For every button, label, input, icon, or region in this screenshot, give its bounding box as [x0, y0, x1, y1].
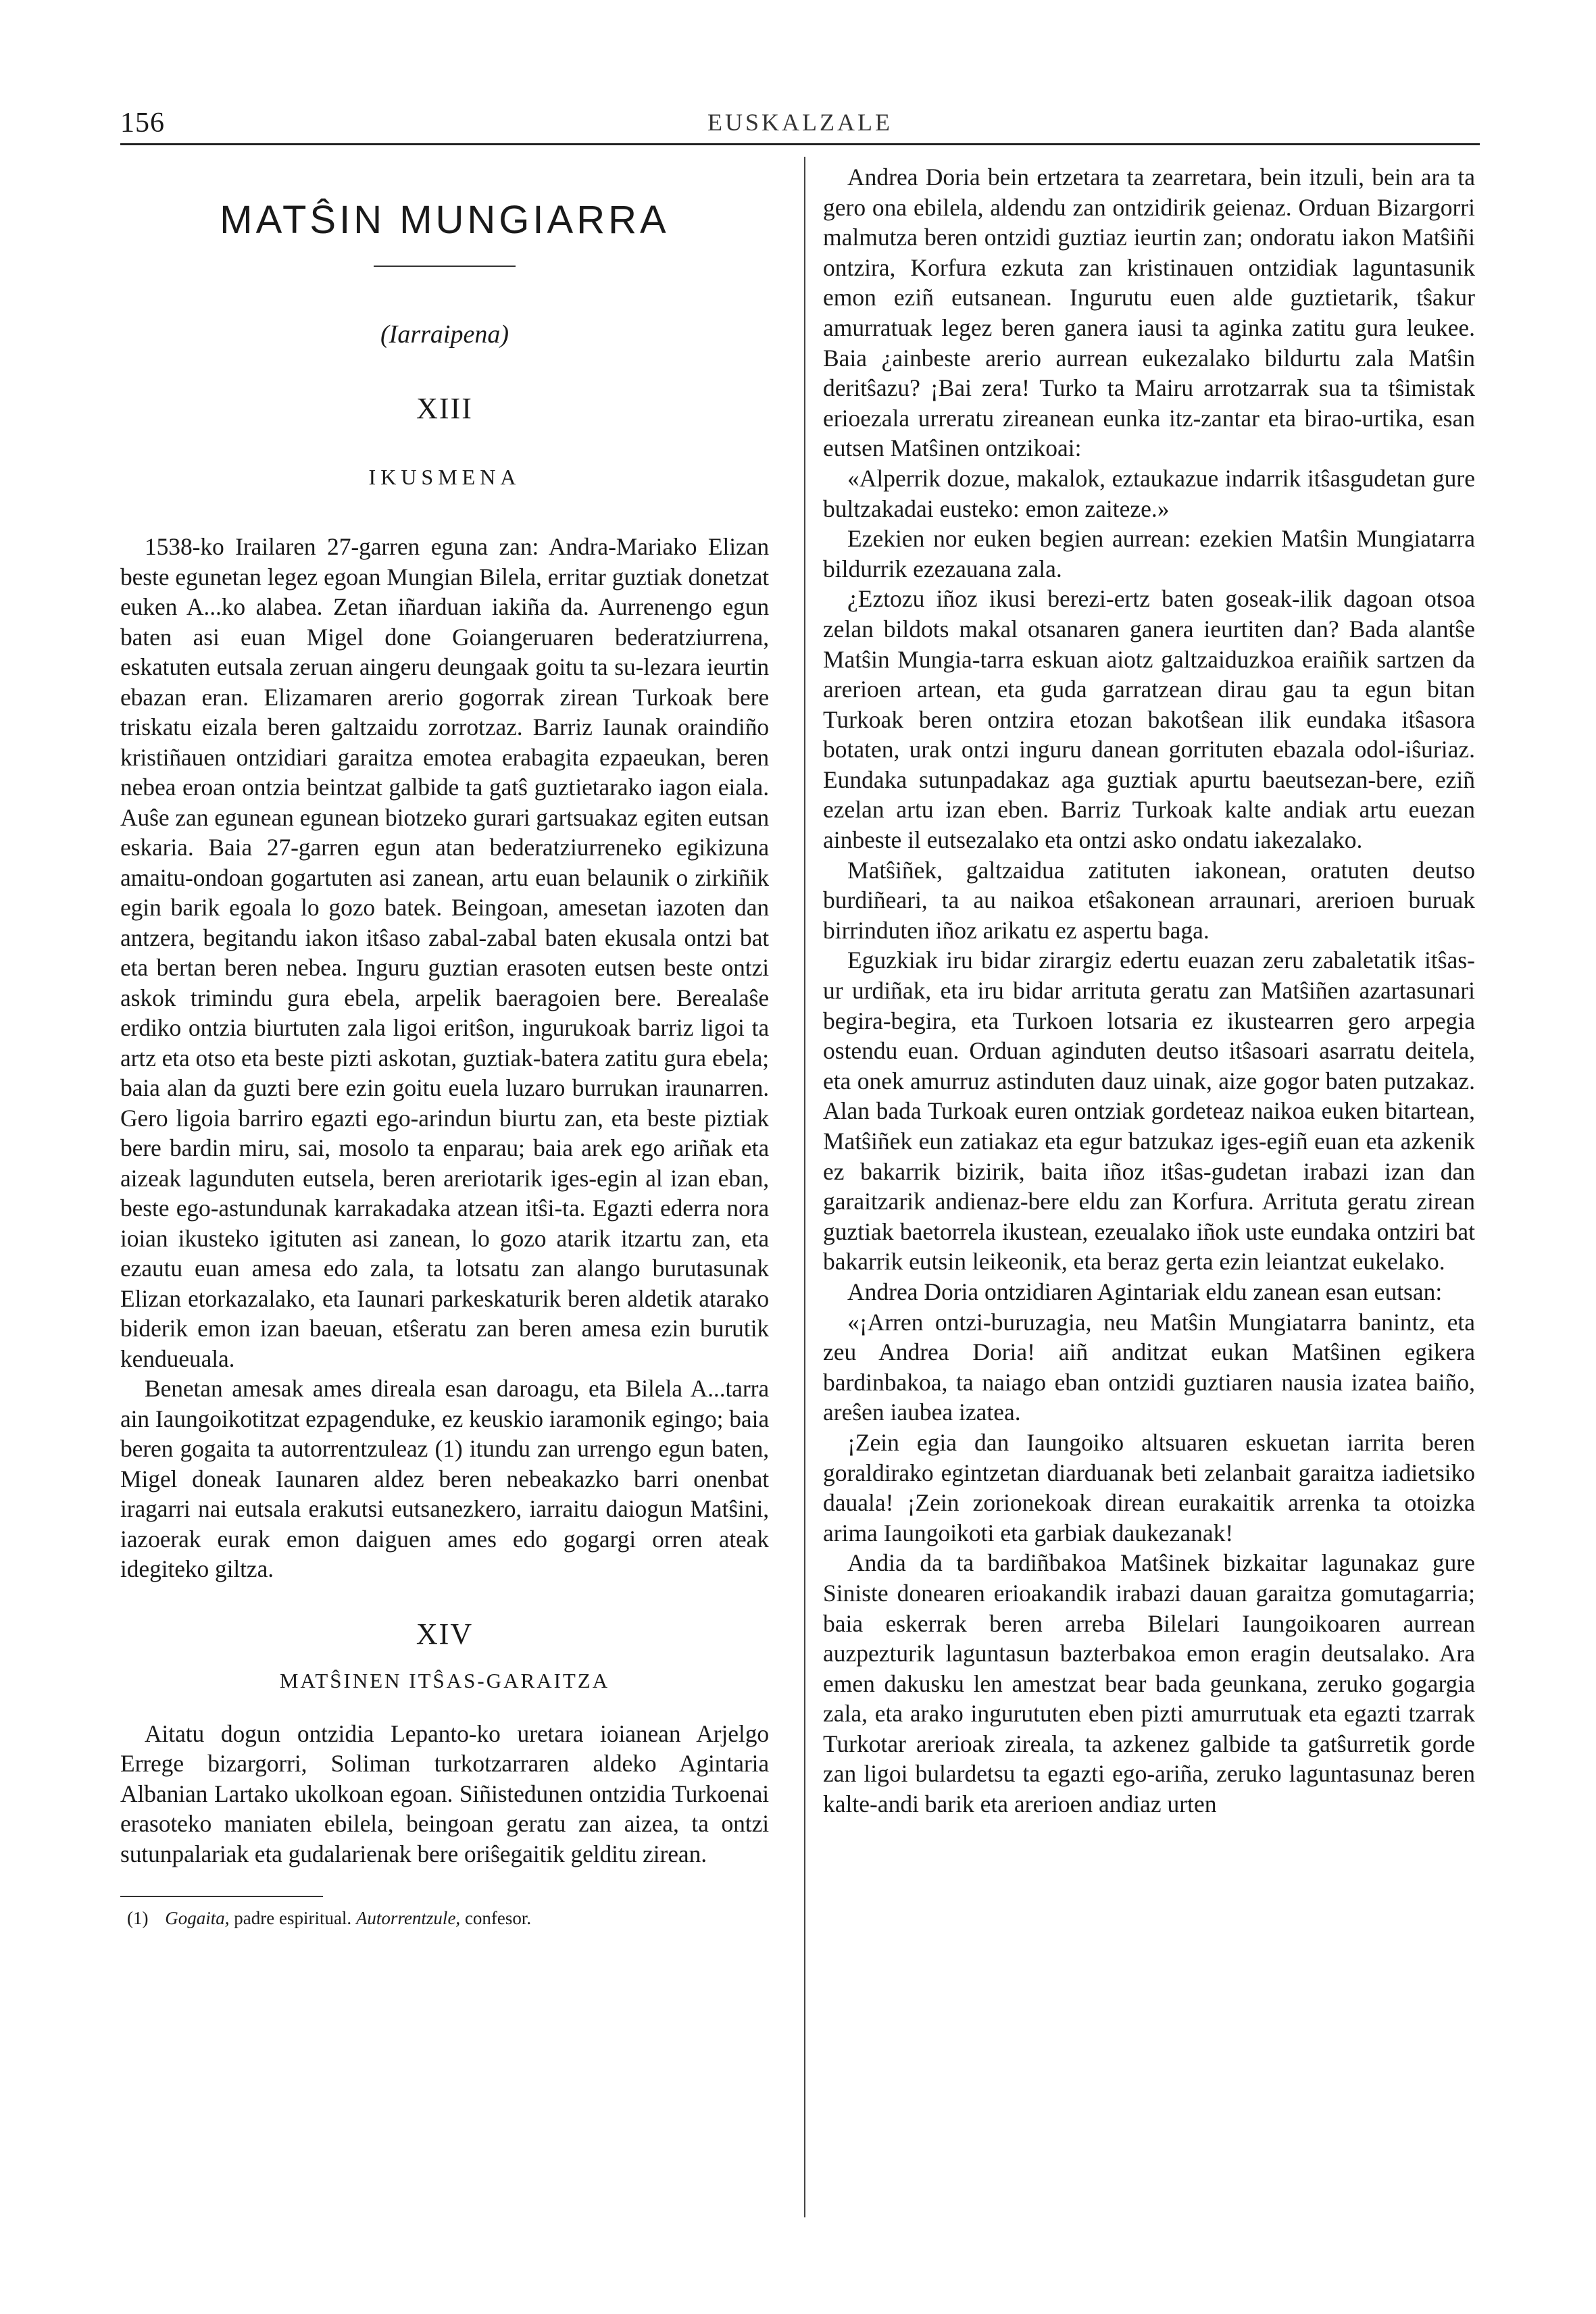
chapter-subtitle: (Iarraipena)	[380, 320, 509, 349]
paragraph: «Alperrik dozue, makalok, eztaukazue indarrik itŝasgudetan gure bultzakadai eusteko: emon zaiteze.»	[823, 464, 1475, 522]
title-rule	[374, 266, 516, 267]
footnote-term-2: Autorrentzule,	[355, 1908, 461, 1928]
section-xiv-title: MATŜINEN ITŜAS-GARAITZA	[279, 1668, 610, 1692]
footnote-marker: (1)	[127, 1908, 149, 1928]
paragraph: Matŝiñek, galtzaidua zatituten iakonean, oratuten deutso burdiñeari, ta au naikoa etŝakonean arraunari, arerioen buruak birrinduten iñoz arikatu ez aspertu baga.	[823, 856, 1475, 944]
paragraph: ¿Eztozu iñoz ikusi berezi-ertz baten goseak-ilik dagoan otsoa zelan bildots makal otsanaren ganera ieurtiten dan? Bada alantŝe Matŝin Mungia-tarra eskuan aiotz galtzaiduzkoa eraiñik sartzen da arerioen artean, eta guda garratzean dirau gau ta egun bitan Turkoak beren ontzira etozan bakotŝean ilik eundaka itŝasora botaten, urak ontzi inguru danean gorrituten ebazala odol-iŝuriaz. Eundaka sutunpadakaz aga guztiak apurtu baeutsezan-bere, eziñ ezelan artu izan eben. Barriz Turkoak kalte andiak artu euezan ainbeste il eutsezalako eta ontzi asko ondatu iakezalako.	[823, 585, 1475, 854]
page-header	[120, 101, 1480, 145]
paragraph: ¡Zein egia dan Iaungoiko altsuaren eskuetan iarrita beren goraldirako egintzetan diarduanak beti zelanbait garaitza iadietsiko dauala! ¡Zein zorionekoak direan eurakaitik arrenka ta otoizka arima Iaungoikoti eta garbiak daukezanak!	[823, 1428, 1475, 1546]
paragraph: «¡Arren ontzi-buruzagia, neu Matŝin Mungiatarra banintz, eta zeu Andrea Doria! aiñ anditzat eukan Matŝinen egikera bardinbakoa, ta naiago eban ontzidi guztiaren nausia izatea baiño, areŝen iaubea izatea.	[823, 1308, 1475, 1426]
section-xiii-number: XIII	[416, 392, 473, 425]
paragraph: Aitatu dogun ontzidia Lepanto-ko uretara ioianean Arjelgo Errege bizargorri, Soliman turkotzarraren aldeko Agintaria Albanian Lartako ukolkoan egoan. Siñistedunen ontzidia Turkoenai erasoteko maniaten ebilela, beingoan geratu zan aizea, ta ontzi sutunpalariak eta gudalarienak bere oriŝegaitik gelditu zirean.	[120, 1719, 769, 1867]
paragraph: 1538-ko Irailaren 27-garren eguna zan: Andra-Mariako Elizan beste egunetan legez egoan Mungian Bilela, erritar guztiak donetzat euken A...ko alabea. Zetan iñarduan iakiña da. Aurrenengo egun baten asi euan Migel done Goiangeruaren bederatziurrena, eskatuten eutsala zeruan aingeru deungaak goitu ta su-lezara ieurtin ebazan eran. Elizamaren arerio gogorrak zirean Turkoak bere triskatu eizala beren galtzaidu zorrotzaz. Barriz Iaunak oraindiño kristiñauen ontzidiari garaitza emotea erabagita ezpaeukan, beren nebea eroan ontzia beintzat galbide ta gatŝ guztietarako iagon eiala. Auŝe zan egunean egunean biotzeko gurari gartsuakaz egiten eutsan eskaria. Baia 27-garren egun atan bederatziurreneko egikizuna amaitu-ondoan gogartuten asi zanean, artu euan belaunik o zirkiñik egin barik egoala lo gozo batek. Beingoan, amesetan iazoten dan antzera, begitandu iakon itŝaso zabal-zabal baten ekusala ontzi bat eta bertan beren nebea. Inguru guztian erasoten eutsen beste ontzi askok trimindu gura ebela, arpelik baeragoien bere. Berealaŝe erdiko ontzia biurtuten zala ligoi eritŝon, ingurukoak barriz ligoi ta artz eta otso eta beste pizti askotan, guztiak-batera zatitu gura ebela; baia alan da guzti bere ezin goitu euela luzaro burrukan iraunarren. Gero ligoia barriro egazti ego-arindun biurtu zan, eta beste piztiak bere bardin miru, sai, mosolo ta enparau; baia arek ego ariñak eta aizeak lagunduten eutsela, beren areriotarik iges-egin al izan eban, beste ego-astundunak karrakadaka atzean itŝi-ta. Egazti ederra nora ioian ikusteko igituten asi zanean, lo gozo atarik itzartu zan, eta ezautu euan amesa edo zala, ta lotsatu zan alango burutasunak Elizan etorkazalako, eta Iaunari parkeskaturik beren aldetik atarako biderik emon izan baeuan, etŝeratu zan beren amesa ezin burutik kendueuala.	[120, 533, 769, 1372]
page-number: 156	[120, 107, 165, 139]
section-xiv-body	[120, 1719, 769, 1869]
paragraph: Andrea Doria ontzidiaren Agintariak eldu zanean esan eutsan:	[847, 1278, 1443, 1305]
left-column	[120, 162, 769, 2213]
footnote	[120, 1907, 769, 1930]
paragraph: Andrea Doria bein ertzetara ta zearretara, bein itzuli, bein ara ta gero ona ebilela, aldendu zan ontzidirik geienaz. Orduan Bizargorri malmutza beren ontzidi guztiaz ieurtin zan; ondoratu iakon Matŝiñi ontzira, Korfura ezkuta zan kristinauen ontzidiak laguntasunik emon eziñ eutsanean. Ingurutu euen alde guztietarik, tŝakur amurratuak legez beren ganera iausi ta aginka zatitu gura leukee. Baia ¿ainbeste arerio aurrean eukezalako bildurtu zala Matŝin deritŝazu? ¡Bai zera! Turko ta Mairu arrotzarrak sua ta tŝimistak erioezala urreratu zireanean eunka itz-zantar eta birao-urtika, esan eutsen Matŝinen ontzikoai:	[823, 164, 1475, 462]
footnote-term: Gogaita,	[165, 1908, 230, 1928]
footnote-rule	[120, 1896, 323, 1897]
right-column	[823, 162, 1475, 2213]
paragraph: Ezekien nor euken begien aurrean: ezekien Matŝin Mungiatarra bildurrik ezezauana zala.	[823, 525, 1475, 582]
paragraph: Benetan amesak ames direala esan daroagu, eta Bilela A...tarra ain Iaungoikotitzat ezpagenduke, ez keuskio iaramonik egingo; baia beren gogaita ta autorrentzuleaz (1) itundu zan urrengo egun baten, Migel doneak Iaunaren aldez beren nebeakazko barri onenbat iragarri nai eutsala erakutsi eutsanezkero, iarraitu daiogun Matŝini, iazoerak eurak emon daiguen ames edo gogargi orren ateak idegiteko giltza.	[120, 1375, 769, 1582]
paragraph: Eguzkiak iru bidar zirargiz edertu euazan zeru zabaletatik itŝas-ur urdiñak, eta iru bidar arrituta geratu zan Matŝiñen azartasunari begira-begira, eta Turkoen lotsaria ez ikustearren gero arpegia ostendu euan. Orduan aginduten deutso itŝasoari asarratu deitela, eta onek amurruz astinduten dauz uinak, aize gogor baten putzakaz. Alan bada Turkoak euren ontziak gordeteaz naikoa euken bitartean, Matŝiñek eun zatiakaz eta egur batzukaz iges-egiñ euan eta azkenik ez bakarrik bizirik, baita iñoz itŝas-gudetan irabazi izan dan garaitzarik andienaz-bere eldu zan Korfura. Arrituta geratu zirean guztiak baetorrela ikustean, ezeualako iñok uste eundaka ontziri bat bakarrik eutsin leikeonik, eta beraz gerta ezin leiantzat eukelako.	[823, 947, 1475, 1276]
running-head: EUSKALZALE	[707, 109, 893, 136]
section-xiii-body	[120, 532, 769, 1584]
section-xiv-number: XIV	[416, 1617, 474, 1651]
footnote-definition: padre espiritual.	[234, 1908, 352, 1928]
section-xiii-title: IKUSMENA	[368, 465, 521, 489]
paragraph: Andia da ta bardiñbakoa Matŝinek bizkaitar lagunakaz gure Siniste donearen erioakandik irabazi dauan garaitza gomutagarria; baia eskerrak beren arreba Bilelari Iaungoikoaren aurrean auzpezturik laguntasun bazterbakoa emon eragin deutsalako. Ara emen dakusku len amestzat bear bada geunkana, zeruko gogargia zala, eta arako ingurututen eben pizti amurrutuak eta egazti tzarrak Turkotar arerioak zireala, ta azkenez galbide ta gatŝurretik gorde zan ligoi bulardetsu ta egazti ego-ariña, zeruko laguntasunaz beren kalte-andi barik eta arerioen andiaz urten	[823, 1549, 1475, 1818]
chapter-title: MATŜIN MUNGIARRA	[220, 198, 670, 242]
footnote-definition-2: confesor.	[464, 1908, 532, 1928]
column-divider	[804, 157, 805, 2217]
